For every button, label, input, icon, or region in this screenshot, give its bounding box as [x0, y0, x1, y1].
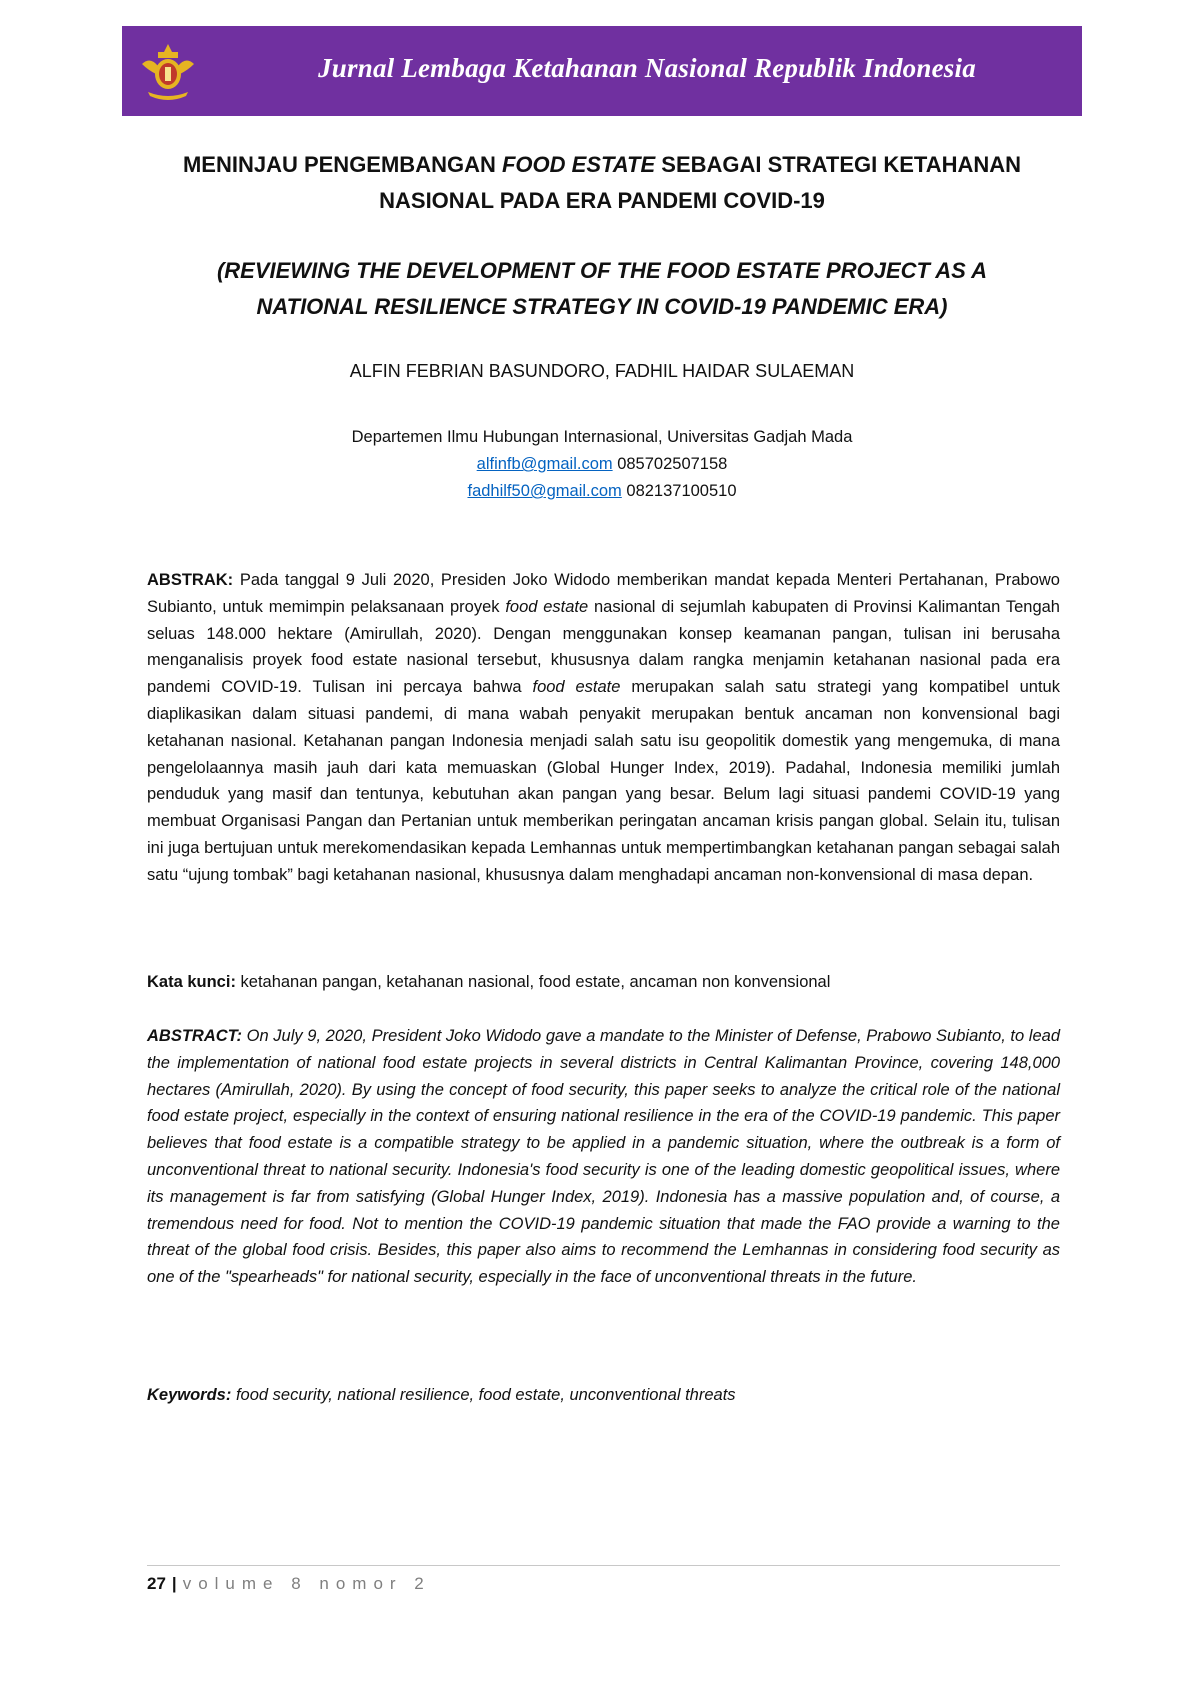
abstrak-text: Pada tanggal 9 Juli 2020, Presiden Joko Widodo memberikan mandat kepada Menteri Pertahanan, Prabowo Subianto, untuk memimpin pelaksanaan proyek [147, 571, 1060, 616]
authors: ALFIN FEBRIAN BASUNDORO, FADHIL HAIDAR SULAEMAN [349, 361, 855, 381]
title-en-line-1: (REVIEWING THE DEVELOPMENT OF THE FOOD ESTATE PROJECT AS A [216, 258, 988, 283]
footer-separator: | [171, 1574, 177, 1593]
keywords-text: food security, national resilience, food estate, unconventional threats [231, 1386, 736, 1404]
kata-kunci-text: ketahanan pangan, ketahanan nasional, food estate, ancaman non konvensional [235, 973, 831, 991]
abstract-text: On July 9, 2020, President Joko Widodo gave a mandate to the Minister of Defense, Prabowo Subianto, to lead the implementation of national food estate projects in several districts in Central Kalimantan Province, covering 148,000 hectares (Amirullah, 2020). By using the concept of food security, this paper seeks to analyze the critical role of the national food estate project, especially in the context of ensuring national resilience in the era of the COVID-19 pandemic. This paper believes that food estate is a compatible strategy to be applied in a pandemic situation, where the outbreak is a form of unconventional threat to national security. Indonesia's food security is one of the leading domestic geopolitical issues, where its management is far from satisfying (Global Hunger Index, 2019). Indonesia has a massive population and, of course, a tremendous need for food. Not to mention the COVID-19 pandemic situation that made the FAO provide a warning to the threat of the global food crisis. Besides, this paper also aims to recommend the Lemhannas in considering food security as one of the "spearheads" for national security, especially in the face of unconventional threats in the future. [147, 1027, 1060, 1287]
volume-info: volume 8 nomor 2 [182, 1574, 431, 1593]
email-link-1[interactable]: alfinfb@gmail.com [476, 455, 613, 473]
phone-2: 082137100510 [621, 482, 737, 500]
keywords [147, 1382, 1060, 1409]
title-text: SEBAGAI STRATEGI KETAHANAN [655, 152, 1022, 177]
title-line-1 [122, 147, 1082, 183]
abstract-paragraph [147, 1023, 1060, 1291]
footer-divider [147, 1565, 1060, 1566]
kata-kunci [147, 969, 1060, 996]
lemhannas-emblem-icon [136, 40, 200, 104]
affiliation [122, 424, 1082, 505]
article-title-indonesian [122, 147, 1082, 219]
abstrak-paragraph [147, 567, 1060, 889]
abstract-label: ABSTRACT: [147, 1027, 243, 1045]
phone-1: 085702507158 [612, 455, 728, 473]
journal-header-banner [122, 26, 1082, 116]
contact-1 [122, 451, 1082, 478]
department: Departemen Ilmu Hubungan Internasional, Universitas Gadjah Mada [351, 428, 853, 446]
email-link-2[interactable]: fadhilf50@gmail.com [467, 482, 622, 500]
title-line-2: NASIONAL PADA ERA PANDEMI COVID-19 [379, 188, 825, 213]
title-italic-term: FOOD ESTATE [501, 152, 656, 177]
abstrak-text: merupakan salah satu strategi yang kompatibel untuk diaplikasikan dalam situasi pandemi, di mana wabah penyakit merupakan bentuk ancaman non konvensional bagi ketahanan nasional. Ketahanan pangan Indonesia menjadi salah satu isu geopolitik domestik yang mengemuka, di mana pengelolaannya masih jauh dari kata memuaskan (Global Hunger Index, 2019). Padahal, Indonesia memiliki jumlah penduduk yang masif dan tentunya, kebutuhan akan pangan yang besar. Belum lagi situasi pandemi COVID-19 yang membuat Organisasi Pangan dan Pertanian untuk memberikan peringatan ancaman krisis pangan global. Selain itu, tulisan ini juga bertujuan untuk merekomendasikan kepada Lemhannas untuk mempertimbangkan ketahanan pangan sebagai salah satu “ujung tombak” bagi ketahanan nasional, khususnya dalam menghadapi ancaman non-konvensional di masa depan. [147, 678, 1060, 884]
keywords-label: Keywords: [147, 1386, 232, 1404]
page-number: 27 [147, 1574, 166, 1593]
contact-2 [122, 478, 1082, 505]
abstrak-label: ABSTRAK: [147, 571, 234, 589]
title-text: MENINJAU PENGEMBANGAN [182, 152, 502, 177]
journal-title: Jurnal Lembaga Ketahanan Nasional Republik Indonesia [318, 53, 976, 83]
abstrak-text: nasional di sejumlah kabupaten di Provinsi Kalimantan Tengah seluas 148.000 hektare (Amirullah, 2020). Dengan menggunakan konsep keamanan pangan, tulisan ini berusaha menganalisis proyek food estate nasional tersebut, khususnya dalam rangka menjamin ketahanan nasional pada era pandemi COVID-19. Tulisan ini percaya bahwa [147, 597, 1060, 697]
kata-kunci-label: Kata kunci: [147, 973, 236, 991]
abstrak-italic-term: food estate [532, 678, 621, 697]
abstrak-italic-term: food estate [505, 597, 589, 616]
page-footer [147, 1574, 431, 1594]
article-title-english [122, 253, 1082, 325]
title-en-line-2: NATIONAL RESILIENCE STRATEGY IN COVID-19 PANDEMIC ERA) [256, 294, 948, 319]
